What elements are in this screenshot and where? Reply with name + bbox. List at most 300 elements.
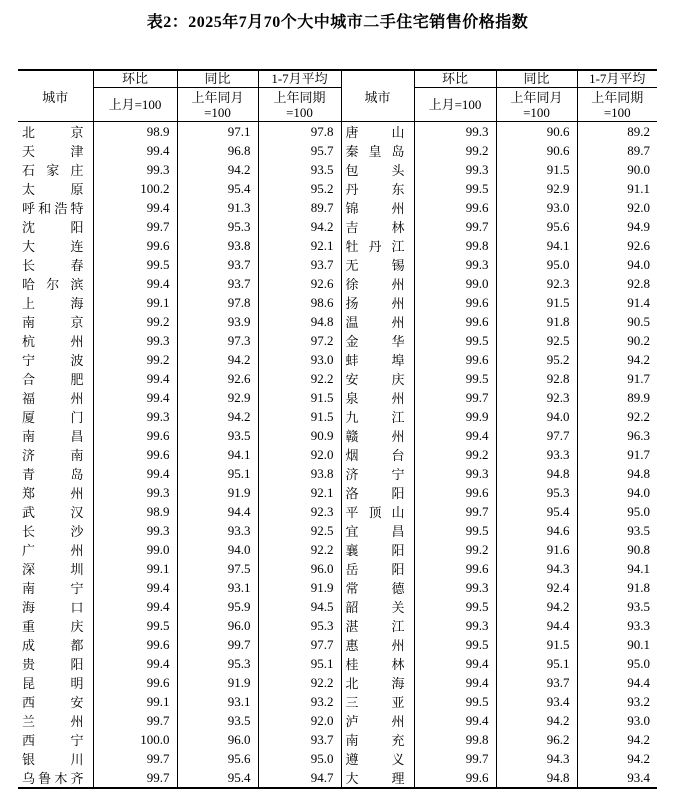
city-name: 九 江 [345, 410, 405, 425]
table-row [18, 578, 657, 597]
table-row [18, 711, 657, 730]
avg-cell: 93.8 [258, 464, 341, 483]
mom-cell: 99.6 [93, 426, 177, 445]
city-name: 烟 台 [345, 448, 405, 463]
city-name: 泸 州 [345, 714, 405, 729]
table-row [18, 350, 657, 369]
city-cell [341, 730, 414, 749]
city-cell [341, 540, 414, 559]
mom-cell: 99.3 [93, 407, 177, 426]
yoy-cell: 95.4 [177, 179, 258, 198]
city-cell [341, 692, 414, 711]
city-cell [341, 407, 414, 426]
city-name: 南 充 [345, 733, 405, 748]
city-cell [18, 179, 93, 198]
mom-cell: 98.9 [93, 502, 177, 521]
city-name: 湛 江 [345, 619, 405, 634]
city-name: 杭 州 [22, 334, 84, 349]
table-row [18, 540, 657, 559]
city-name: 牡 丹 江 [345, 239, 405, 254]
city-name: 惠 州 [345, 638, 405, 653]
avg-cell: 97.7 [258, 635, 341, 654]
table-row [18, 730, 657, 749]
table-row [18, 179, 657, 198]
city-cell [341, 673, 414, 692]
avg-cell: 95.0 [258, 749, 341, 768]
avg-cell: 94.9 [577, 217, 657, 236]
mom-cell: 99.2 [414, 445, 496, 464]
mom-cell: 99.7 [93, 711, 177, 730]
mom-cell: 99.4 [414, 426, 496, 445]
table-row [18, 445, 657, 464]
table-row [18, 768, 657, 788]
table-row [18, 483, 657, 502]
table-row [18, 407, 657, 426]
mom-cell: 99.5 [414, 635, 496, 654]
yoy-cell: 95.6 [496, 217, 577, 236]
table-row [18, 331, 657, 350]
mom-cell: 99.3 [414, 616, 496, 635]
avg-cell: 93.7 [258, 255, 341, 274]
avg-cell: 95.3 [258, 616, 341, 635]
city-cell [341, 483, 414, 502]
mom-cell: 99.4 [93, 369, 177, 388]
avg-cell: 93.5 [258, 160, 341, 179]
mom-cell: 99.6 [93, 635, 177, 654]
mom-cell: 99.5 [414, 597, 496, 616]
city-cell [18, 388, 93, 407]
avg-cell: 95.2 [258, 179, 341, 198]
yoy-cell: 94.6 [496, 521, 577, 540]
yoy-cell: 93.5 [177, 426, 258, 445]
header-avg-right: 1-7月平均 [577, 70, 657, 88]
avg-cell: 94.2 [577, 350, 657, 369]
yoy-cell: 95.3 [177, 654, 258, 673]
header-mom-base-left: 上月=100 [93, 88, 177, 122]
avg-cell: 92.8 [577, 274, 657, 293]
table-row [18, 160, 657, 179]
city-name: 呼 和 浩 特 [22, 201, 84, 216]
header-mom-left: 环比 [93, 70, 177, 88]
yoy-cell: 92.3 [496, 388, 577, 407]
header-mom-right: 环比 [414, 70, 496, 88]
yoy-cell: 95.3 [496, 483, 577, 502]
mom-cell: 99.4 [93, 141, 177, 160]
mom-cell: 99.2 [414, 540, 496, 559]
city-name: 宜 昌 [345, 524, 405, 539]
avg-cell: 93.7 [258, 730, 341, 749]
avg-cell: 90.0 [577, 160, 657, 179]
yoy-cell: 91.5 [496, 160, 577, 179]
avg-cell: 91.7 [577, 369, 657, 388]
city-cell [18, 198, 93, 217]
city-cell [341, 274, 414, 293]
city-cell [341, 711, 414, 730]
mom-cell: 99.6 [414, 768, 496, 788]
mom-cell: 99.3 [414, 578, 496, 597]
table-row [18, 141, 657, 160]
mom-cell: 99.0 [93, 540, 177, 559]
avg-cell: 95.1 [258, 654, 341, 673]
city-cell [341, 521, 414, 540]
city-name: 遵 义 [345, 752, 405, 767]
avg-cell: 93.2 [577, 692, 657, 711]
city-cell [18, 711, 93, 730]
city-name: 泉 州 [345, 391, 405, 406]
avg-cell: 94.2 [577, 730, 657, 749]
avg-cell: 92.2 [258, 369, 341, 388]
table-row [18, 464, 657, 483]
city-name: 上 海 [22, 296, 84, 311]
mom-cell: 99.2 [414, 141, 496, 160]
city-name: 北 海 [345, 676, 405, 691]
city-name: 平 顶 山 [345, 505, 405, 520]
avg-cell: 94.2 [577, 749, 657, 768]
mom-cell: 98.9 [93, 122, 177, 142]
mom-cell: 99.7 [93, 749, 177, 768]
table-row [18, 654, 657, 673]
avg-cell: 94.5 [258, 597, 341, 616]
city-cell [18, 502, 93, 521]
yoy-cell: 95.1 [177, 464, 258, 483]
yoy-cell: 97.7 [496, 426, 577, 445]
mom-cell: 99.3 [414, 255, 496, 274]
city-cell [18, 407, 93, 426]
yoy-cell: 90.6 [496, 122, 577, 142]
table-row [18, 749, 657, 768]
avg-cell: 89.2 [577, 122, 657, 142]
city-name: 扬 州 [345, 296, 405, 311]
city-name: 唐 山 [345, 125, 405, 140]
avg-cell: 91.5 [258, 388, 341, 407]
yoy-cell: 92.4 [496, 578, 577, 597]
mom-cell: 99.4 [93, 464, 177, 483]
mom-cell: 99.5 [414, 179, 496, 198]
city-name: 赣 州 [345, 429, 405, 444]
header-mom-base-right: 上月=100 [414, 88, 496, 122]
mom-cell: 99.1 [93, 559, 177, 578]
city-name: 锦 州 [345, 201, 405, 216]
yoy-cell: 92.8 [496, 369, 577, 388]
avg-cell: 94.1 [577, 559, 657, 578]
city-cell [341, 464, 414, 483]
city-cell [18, 578, 93, 597]
city-name: 济 宁 [345, 467, 405, 482]
table-row [18, 692, 657, 711]
city-cell [18, 616, 93, 635]
yoy-cell: 97.5 [177, 559, 258, 578]
city-cell [341, 350, 414, 369]
avg-cell: 91.5 [258, 407, 341, 426]
avg-cell: 95.7 [258, 141, 341, 160]
city-name: 长 沙 [22, 524, 84, 539]
avg-cell: 91.4 [577, 293, 657, 312]
table-row [18, 122, 657, 142]
yoy-cell: 93.9 [177, 312, 258, 331]
header-yoy-left: 同比 [177, 70, 258, 88]
city-name: 济 南 [22, 448, 84, 463]
header-avg-left: 1-7月平均 [258, 70, 341, 88]
avg-cell: 91.7 [577, 445, 657, 464]
city-name: 昆 明 [22, 676, 84, 691]
city-name: 金 华 [345, 334, 405, 349]
yoy-cell: 97.3 [177, 331, 258, 350]
yoy-cell: 94.4 [177, 502, 258, 521]
mom-cell: 99.4 [414, 654, 496, 673]
yoy-cell: 95.1 [496, 654, 577, 673]
yoy-cell: 90.6 [496, 141, 577, 160]
mom-cell: 99.6 [414, 559, 496, 578]
mom-cell: 99.8 [414, 730, 496, 749]
city-name: 温 州 [345, 315, 405, 330]
city-name: 郑 州 [22, 486, 84, 501]
city-cell [341, 179, 414, 198]
city-name: 大 连 [22, 239, 84, 254]
table-header [18, 70, 657, 122]
city-cell [341, 635, 414, 654]
city-name: 兰 州 [22, 714, 84, 729]
yoy-cell: 95.2 [496, 350, 577, 369]
city-name: 贵 阳 [22, 657, 84, 672]
yoy-cell: 93.7 [177, 255, 258, 274]
city-cell [18, 540, 93, 559]
city-cell [341, 502, 414, 521]
yoy-cell: 94.2 [177, 160, 258, 179]
yoy-cell: 94.3 [496, 749, 577, 768]
yoy-cell: 91.9 [177, 483, 258, 502]
table-row [18, 255, 657, 274]
city-name: 哈 尔 滨 [22, 277, 84, 292]
city-name: 太 原 [22, 182, 84, 197]
table-row [18, 559, 657, 578]
city-cell [341, 293, 414, 312]
city-cell [18, 559, 93, 578]
table-row [18, 521, 657, 540]
avg-cell: 92.6 [258, 274, 341, 293]
avg-cell: 92.2 [577, 407, 657, 426]
avg-cell: 93.0 [577, 711, 657, 730]
table-row [18, 198, 657, 217]
city-cell [341, 445, 414, 464]
yoy-cell: 94.0 [177, 540, 258, 559]
yoy-cell: 93.7 [177, 274, 258, 293]
yoy-cell: 91.8 [496, 312, 577, 331]
avg-cell: 89.7 [577, 141, 657, 160]
header-yoy-right: 同比 [496, 70, 577, 88]
table-row [18, 274, 657, 293]
yoy-cell: 97.8 [177, 293, 258, 312]
yoy-cell: 91.5 [496, 635, 577, 654]
city-cell [341, 559, 414, 578]
city-cell [341, 597, 414, 616]
yoy-cell: 95.6 [177, 749, 258, 768]
city-name: 常 德 [345, 581, 405, 596]
mom-cell: 99.9 [414, 407, 496, 426]
city-cell [18, 426, 93, 445]
city-name: 北 京 [22, 125, 84, 140]
city-cell [341, 122, 414, 142]
city-cell [341, 369, 414, 388]
yoy-cell: 95.0 [496, 255, 577, 274]
mom-cell: 99.1 [93, 293, 177, 312]
yoy-cell: 93.4 [496, 692, 577, 711]
yoy-cell: 94.8 [496, 768, 577, 788]
mom-cell: 99.2 [93, 312, 177, 331]
mom-cell: 99.7 [93, 768, 177, 788]
city-cell [341, 160, 414, 179]
table-body [18, 122, 657, 789]
header-city-right: 城市 [341, 70, 414, 122]
city-cell [341, 388, 414, 407]
yoy-cell: 94.2 [496, 597, 577, 616]
city-cell [18, 236, 93, 255]
yoy-cell: 95.4 [177, 768, 258, 788]
city-name: 南 京 [22, 315, 84, 330]
yoy-cell: 96.2 [496, 730, 577, 749]
yoy-cell: 97.1 [177, 122, 258, 142]
city-name: 秦 皇 岛 [345, 144, 405, 159]
mom-cell: 100.0 [93, 730, 177, 749]
mom-cell: 99.4 [93, 388, 177, 407]
yoy-cell: 92.5 [496, 331, 577, 350]
avg-cell: 94.0 [577, 255, 657, 274]
header-avg-base-left: 上年同期 =100 [258, 88, 341, 122]
mom-cell: 99.4 [93, 198, 177, 217]
city-name: 桂 林 [345, 657, 405, 672]
mom-cell: 99.6 [93, 673, 177, 692]
city-cell [341, 331, 414, 350]
city-cell [18, 464, 93, 483]
avg-cell: 89.7 [258, 198, 341, 217]
mom-cell: 99.4 [414, 673, 496, 692]
avg-cell: 93.3 [577, 616, 657, 635]
city-name: 乌 鲁 木 齐 [22, 771, 84, 786]
header-city-left: 城市 [18, 70, 93, 122]
yoy-cell: 92.9 [177, 388, 258, 407]
mom-cell: 99.3 [93, 483, 177, 502]
avg-cell: 96.0 [258, 559, 341, 578]
mom-cell: 99.3 [93, 160, 177, 179]
avg-cell: 91.1 [577, 179, 657, 198]
table-row [18, 673, 657, 692]
mom-cell: 99.5 [414, 692, 496, 711]
avg-cell: 94.8 [577, 464, 657, 483]
mom-cell: 99.5 [93, 616, 177, 635]
avg-cell: 92.2 [258, 540, 341, 559]
avg-cell: 93.5 [577, 597, 657, 616]
city-cell [341, 578, 414, 597]
city-cell [18, 217, 93, 236]
table-row [18, 312, 657, 331]
mom-cell: 99.3 [93, 331, 177, 350]
city-name: 洛 阳 [345, 486, 405, 501]
header-yoy-base-left: 上年同月 =100 [177, 88, 258, 122]
avg-cell: 89.9 [577, 388, 657, 407]
city-name: 南 昌 [22, 429, 84, 444]
mom-cell: 99.7 [414, 502, 496, 521]
avg-cell: 94.8 [258, 312, 341, 331]
city-name: 沈 阳 [22, 220, 84, 235]
city-cell [341, 236, 414, 255]
mom-cell: 99.7 [414, 749, 496, 768]
city-name: 南 宁 [22, 581, 84, 596]
mom-cell: 99.7 [414, 217, 496, 236]
mom-cell: 99.0 [414, 274, 496, 293]
city-cell [341, 749, 414, 768]
avg-cell: 97.2 [258, 331, 341, 350]
city-cell [341, 654, 414, 673]
page-title: 表2：2025年7月70个大中城市二手住宅销售价格指数 [146, 14, 529, 31]
city-cell [341, 217, 414, 236]
avg-cell: 95.0 [577, 654, 657, 673]
city-name: 三 亚 [345, 695, 405, 710]
city-name: 西 宁 [22, 733, 84, 748]
avg-cell: 94.4 [577, 673, 657, 692]
city-name: 丹 东 [345, 182, 405, 197]
header-avg-base-right: 上年同期 =100 [577, 88, 657, 122]
city-cell [18, 635, 93, 654]
city-cell [18, 768, 93, 788]
avg-cell: 94.0 [577, 483, 657, 502]
city-name: 成 都 [22, 638, 84, 653]
yoy-cell: 96.0 [177, 730, 258, 749]
avg-cell: 92.1 [258, 483, 341, 502]
mom-cell: 99.8 [414, 236, 496, 255]
mom-cell: 99.6 [414, 198, 496, 217]
city-cell [18, 369, 93, 388]
yoy-cell: 93.1 [177, 692, 258, 711]
city-cell [341, 616, 414, 635]
avg-cell: 93.5 [577, 521, 657, 540]
yoy-cell: 94.2 [496, 711, 577, 730]
avg-cell: 92.0 [577, 198, 657, 217]
yoy-cell: 91.6 [496, 540, 577, 559]
city-cell [18, 331, 93, 350]
yoy-cell: 93.1 [177, 578, 258, 597]
city-name: 长 春 [22, 258, 84, 273]
mom-cell: 99.2 [93, 350, 177, 369]
city-name: 银 川 [22, 752, 84, 767]
city-cell [341, 198, 414, 217]
city-cell [341, 312, 414, 331]
city-cell [18, 521, 93, 540]
avg-cell: 91.9 [258, 578, 341, 597]
city-name: 蚌 埠 [345, 353, 405, 368]
yoy-cell: 93.3 [177, 521, 258, 540]
city-cell [18, 597, 93, 616]
avg-cell: 90.9 [258, 426, 341, 445]
avg-cell: 90.2 [577, 331, 657, 350]
mom-cell: 99.3 [414, 122, 496, 142]
mom-cell: 99.7 [93, 217, 177, 236]
avg-cell: 93.4 [577, 768, 657, 788]
mom-cell: 100.2 [93, 179, 177, 198]
table-row [18, 217, 657, 236]
yoy-cell: 95.9 [177, 597, 258, 616]
mom-cell: 99.4 [93, 274, 177, 293]
city-cell [18, 122, 93, 142]
city-cell [18, 255, 93, 274]
city-cell [18, 654, 93, 673]
city-cell [341, 768, 414, 788]
city-cell [18, 160, 93, 179]
avg-cell: 94.7 [258, 768, 341, 788]
city-name: 西 安 [22, 695, 84, 710]
avg-cell: 97.8 [258, 122, 341, 142]
city-cell [341, 141, 414, 160]
city-name: 安 庆 [345, 372, 405, 387]
yoy-cell: 93.0 [496, 198, 577, 217]
